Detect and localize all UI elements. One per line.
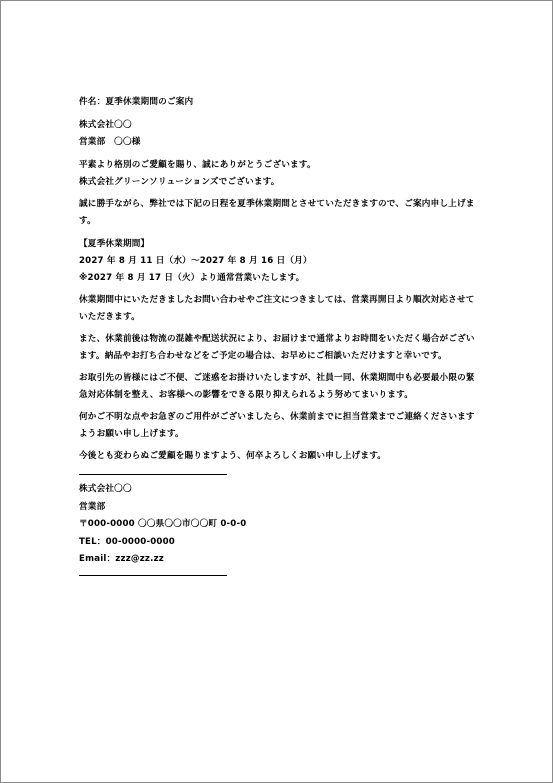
signature-block bbox=[79, 481, 481, 569]
schedule-heading: 【夏季休業期間】 bbox=[79, 239, 150, 249]
greeting-line-2: 株式会社グリーンソリューションズでございます。 bbox=[79, 177, 280, 187]
signature-address: 〒000-0000 〇〇県〇〇市〇〇町 0-0-0 bbox=[79, 519, 247, 529]
delivery-paragraph: また、休業前後は物流の混雑や配送状況により、お届けまで通常よりお時間をいただく場合がございます。納品やお打ち合わせなどをご予定の場合は、お早めにご相談いただけますと幸いです。 bbox=[79, 334, 475, 361]
schedule-dates: 2027 年 8 月 11 日（水）～2027 年 8 月 16 日（月） bbox=[79, 256, 312, 266]
greeting-line-1: 平素より格別のご愛顧を賜り、誠にありがとうございます。 bbox=[79, 160, 316, 170]
apology-paragraph: お取引先の皆様にはご不便、ご迷惑をお掛けいたしますが、社員一同、休業期間中も必要最小限の緊急対応体制を整え、お客様への影響をできる限り抑えられるよう努めてまいります。 bbox=[79, 373, 475, 400]
recipient-person: 営業部 〇〇様 bbox=[79, 137, 141, 147]
letter-body bbox=[79, 94, 481, 576]
request-paragraph: 何かご不明な点やお急ぎのご用件がございましたら、休業前までに担当営業までご連絡くださいますようお願い申し上げます。 bbox=[79, 412, 475, 439]
closing-paragraph: 今後とも変わらぬご愛顧を賜りますよう、何卒よろしくお願い申し上げます。 bbox=[79, 451, 387, 461]
inquiries-paragraph: 休業期間中にいただきましたお問い合わせやご注文につきましては、営業再開日より順次対応させていただきます。 bbox=[79, 295, 475, 322]
subject-line: 件名：夏季休業期間のご案内 bbox=[79, 97, 194, 107]
signature-email: Email：zzz@zz.zz bbox=[79, 554, 164, 564]
recipient-company: 株式会社〇〇 bbox=[79, 120, 132, 130]
signature-divider-bottom bbox=[79, 575, 227, 576]
signature-company: 株式会社〇〇 bbox=[79, 484, 132, 494]
signature-department: 営業部 bbox=[79, 501, 106, 512]
signature-tel: TEL：00-0000-0000 bbox=[79, 536, 175, 547]
intro-paragraph: 誠に勝手ながら、弊社では下記の日程を夏季休業期間とさせていただきますので、ご案内申し上げます。 bbox=[79, 199, 475, 226]
signature-divider-top bbox=[79, 474, 227, 475]
schedule-resume-note: ※2027 年 8 月 17 日（火）より通常営業いたします。 bbox=[79, 273, 305, 283]
